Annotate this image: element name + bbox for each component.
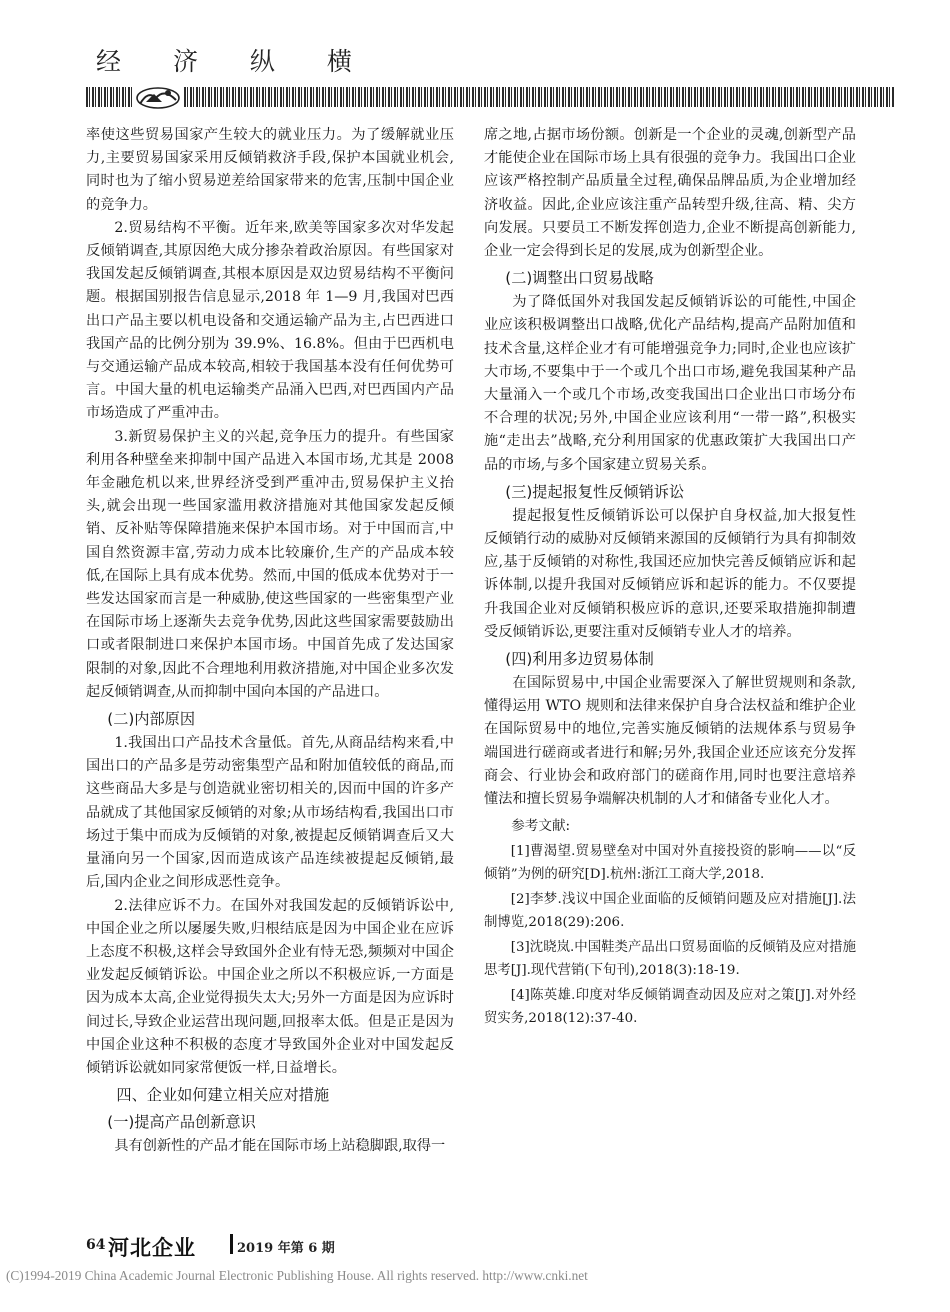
page-footer	[86, 1232, 386, 1258]
section-heading-4: 四、企业如何建立相关应对措施	[116, 1086, 330, 1105]
header-band	[86, 84, 894, 110]
paragraph: 率使这些贸易国家产生较大的就业压力。为了缓解就业压力,主要贸易国家采用反倾销救济手段,保护本国就业机会,同时也为了缩小贸易逆差给国家带来的危害,压制中国企业的竞争力。	[86, 127, 454, 213]
header-stripes-left	[86, 87, 132, 107]
paragraph: 在国际贸易中,中国企业需要深入了解世贸规则和条款,懂得运用 WTO 规则和法律来保护自身合法权益和维护企业在国际贸易中的地位,完善实施反倾销的法规体系与贸易争端国进行磋商或者进行和解;另外,我国企业还应该充分发挥商会、行业协会和政府部门的磋商作用,同时也要注意培养懂法和擅长贸易争端解决机制的人才和储备专业化人才。	[484, 675, 856, 808]
header-stripes-right	[184, 87, 894, 107]
references-heading: 参考文献:	[511, 818, 571, 835]
subheading-export-strategy: (二)调整出口贸易战略	[505, 269, 654, 288]
paragraph: 1.我国出口产品技术含量低。首先,从商品结构来看,中国出口的产品多是劳动密集型产品和附加值较低的商品,而这些商品大多是与创造就业密切相关的,因而中国的许多产品就成了其他国家反倾销的对象;从市场结构看,我国出口市场过于集中而成为反倾销的对象,被提起反倾销调查后又大量涌向另一个国家,因而造成该产品连续被提起反倾销,最后,国内企业之间形成恶性竞争。	[86, 735, 454, 891]
right-column	[484, 124, 856, 1030]
page-number: 64	[86, 1237, 106, 1253]
paragraph: 席之地,占据市场份额。创新是一个企业的灵魂,创新型产品才能使企业在国际市场上具有很强的竞争力。我国出口企业应该严格控制产品质量全过程,确保品牌品质,为企业增加经济收益。因此,企业应该注重产品转型升级,往高、精、尖方向发展。只要员工不断发挥创造力,企业不断提高创新能力,企业一定会得到长足的发展,成为创新型企业。	[484, 127, 856, 260]
reference-item: [2]李梦.浅议中国企业面临的反倾销问题及应对措施[J].法制博览,2018(29):206.	[484, 892, 856, 931]
journal-name: 河北企业	[108, 1235, 196, 1260]
paragraph: 提起报复性反倾销诉讼可以保护自身权益,加大报复性反倾销行动的威胁对反倾销来源国的反倾销行为具有抑制效应,基于反倾销的对称性,我国还应加快完善反倾销应诉和起诉体制,以提升我国对反倾销应诉和起诉的能力。不仅要提升我国企业对反倾销积极应诉的意识,还要采取措施抑制遭受反倾销诉讼,更要注重对反倾销专业人才的培养。	[484, 507, 856, 640]
paragraph: 为了降低国外对我国发起反倾销诉讼的可能性,中国企业应该积极调整出口战略,优化产品结构,提高产品附加值和技术含量,这样企业才有可能增强竞争力;同时,企业也应该扩大市场,不要集中于一个或几个出口市场,避免我国某种产品大量涌入一个或几个市场,改变我国出口企业出口市场分布不合理的状况;另外,中国企业应该利用“一带一路”,积极实施“走出去”战略,充分利用国家的优惠政策扩大我国出口产品的市场,与多个国家建立贸易关系。	[484, 294, 856, 473]
subheading-retaliatory-litigation: (三)提起报复性反倾销诉讼	[505, 482, 685, 501]
left-column	[86, 124, 454, 1158]
subheading-internal-reasons: (二)内部原因	[107, 710, 196, 729]
copyright-notice: (C)1994-2019 China Academic Journal Electronic Publishing House. All rights reserved. http://www.cnki.net	[6, 1268, 588, 1283]
paragraph: 2.法律应诉不力。在国外对我国发起的反倾销诉讼中,中国企业之所以屡屡失败,归根结底是因为中国企业在应诉上态度不积极,这样会导致国外企业有恃无恐,频频对中国企业发起反倾销诉讼。中国企业之所以不积极应诉,一方面是因为成本太高,企业觉得损失太大;另外一方面是因为应诉时间过长,导致企业运营出现问题,回报率太低。但是正是因为中国企业这种不积极的态度才导致国外企业对中国发起反倾销诉讼就如同家常便饭一样,日益增长。	[86, 897, 454, 1076]
subheading-innovation: (一)提高产品创新意识	[107, 1113, 256, 1132]
reference-item: [1]曹渴望.贸易壁垒对中国对外直接投资的影响——以“反倾销”为例的研究[D].杭州:浙江工商大学,2018.	[484, 844, 856, 883]
paragraph: 3.新贸易保护主义的兴起,竞争压力的提升。有些国家利用各种壁垒来抑制中国产品进入本国市场,尤其是 2008 年金融危机以来,世界经济受到严重冲击,贸易保护主义抬头,就会出现一些国家滥用救济措施对其他国家发起反倾销、反补贴等保障措施来保护本国市场。对于中国而言,中国自然资源丰富,劳动力成本比较廉价,生产的产品成本较低,在国际上具有成本优势。然而,中国的低成本优势对于一些发达国家而言是一种威胁,使这些国家的一些密集型产业在国际市场上逐渐失去竞争优势,因此这些国家需要鼓励出口或者限制进口来保护本国市场。中国首先成了发达国家限制的对象,因此不合理地利用救济措施,对中国企业多次发起反倾销调查,从而抑制中国向本国的产品进口。	[86, 428, 454, 700]
footer-divider	[230, 1234, 233, 1254]
column-title: 经 济 纵 横	[96, 47, 374, 76]
subheading-multilateral-trade: (四)利用多边贸易体制	[505, 650, 654, 669]
issue-label: 2019 年第 6 期	[237, 1241, 335, 1256]
reference-item: [3]沈晓岚.中国鞋类产品出口贸易面临的反倾销及应对措施思考[J].现代营销(下旬刊),2018(3):18-19.	[484, 940, 856, 979]
paragraph: 具有创新性的产品才能在国际市场上站稳脚跟,取得一	[114, 1138, 446, 1155]
reference-item: [4]陈英雄.印度对华反倾销调查动因及应对之策[J].对外经贸实务,2018(12):37-40.	[484, 988, 856, 1027]
journal-logo-icon	[134, 84, 182, 110]
paragraph: 2.贸易结构不平衡。近年来,欧美等国家多次对华发起反倾销调查,其原因绝大成分掺杂着政治原因。有些国家对我国发起反倾销调查,其根本原因是双边贸易结构不平衡问题。根据国别报告信息显示,2018 年 1—9 月,我国对巴西出口产品主要以机电设备和交通运输产品为主,占巴西进口我国产品的比例分别为 39.9%、16.8%。但由于巴西机电与交通运输产品成本较高,相较于我国基本没有任何优势可言。中国大量的机电运输类产品涌入巴西,对巴西国内产品市场造成了严重冲击。	[86, 219, 454, 422]
